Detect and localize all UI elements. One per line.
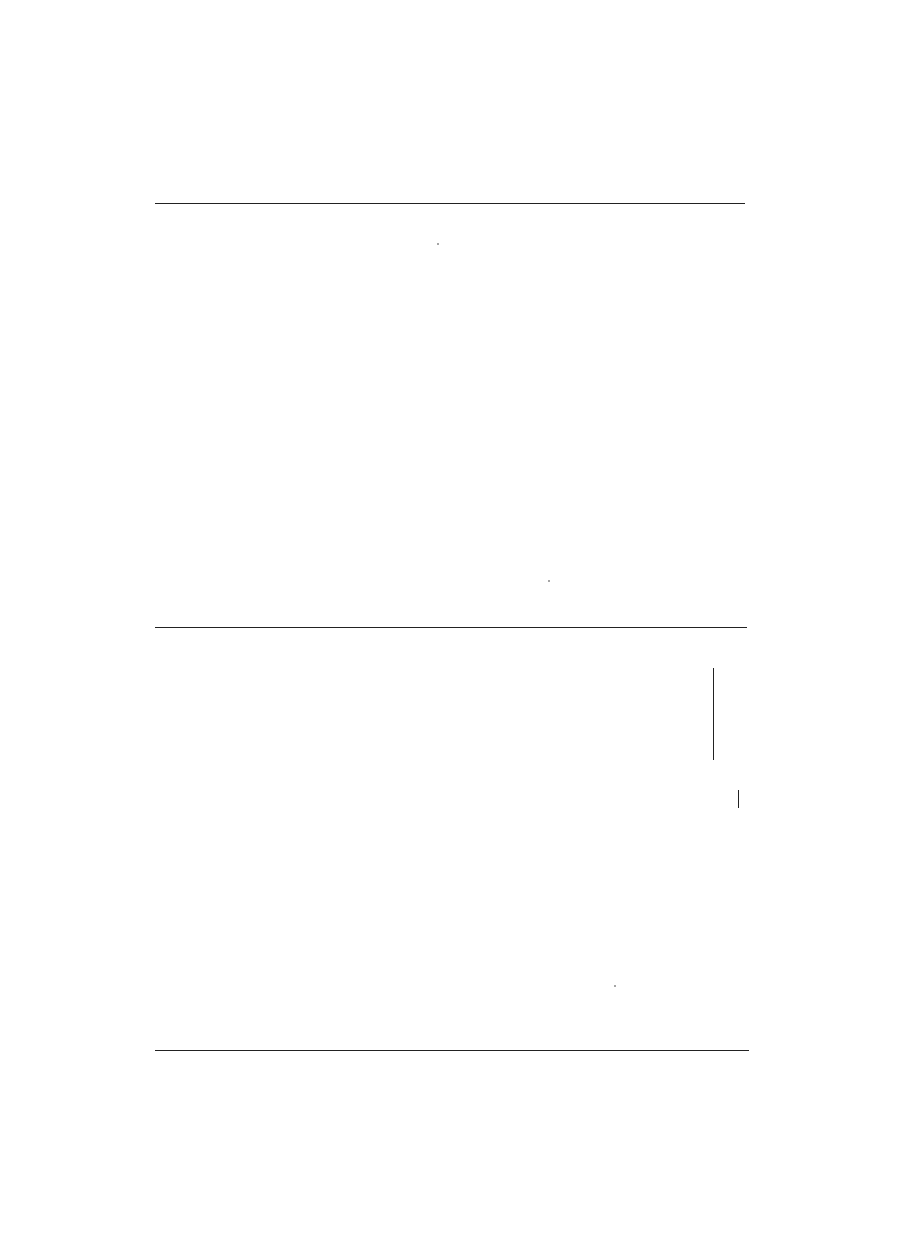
top-rule bbox=[155, 203, 745, 204]
scan-speck bbox=[437, 243, 439, 245]
bottom-rule bbox=[155, 1050, 749, 1051]
scan-speck bbox=[614, 985, 616, 987]
middle-rule bbox=[155, 627, 747, 628]
footnote-separator bbox=[713, 668, 714, 760]
footnote-dash bbox=[738, 790, 739, 808]
scan-speck bbox=[548, 580, 550, 582]
